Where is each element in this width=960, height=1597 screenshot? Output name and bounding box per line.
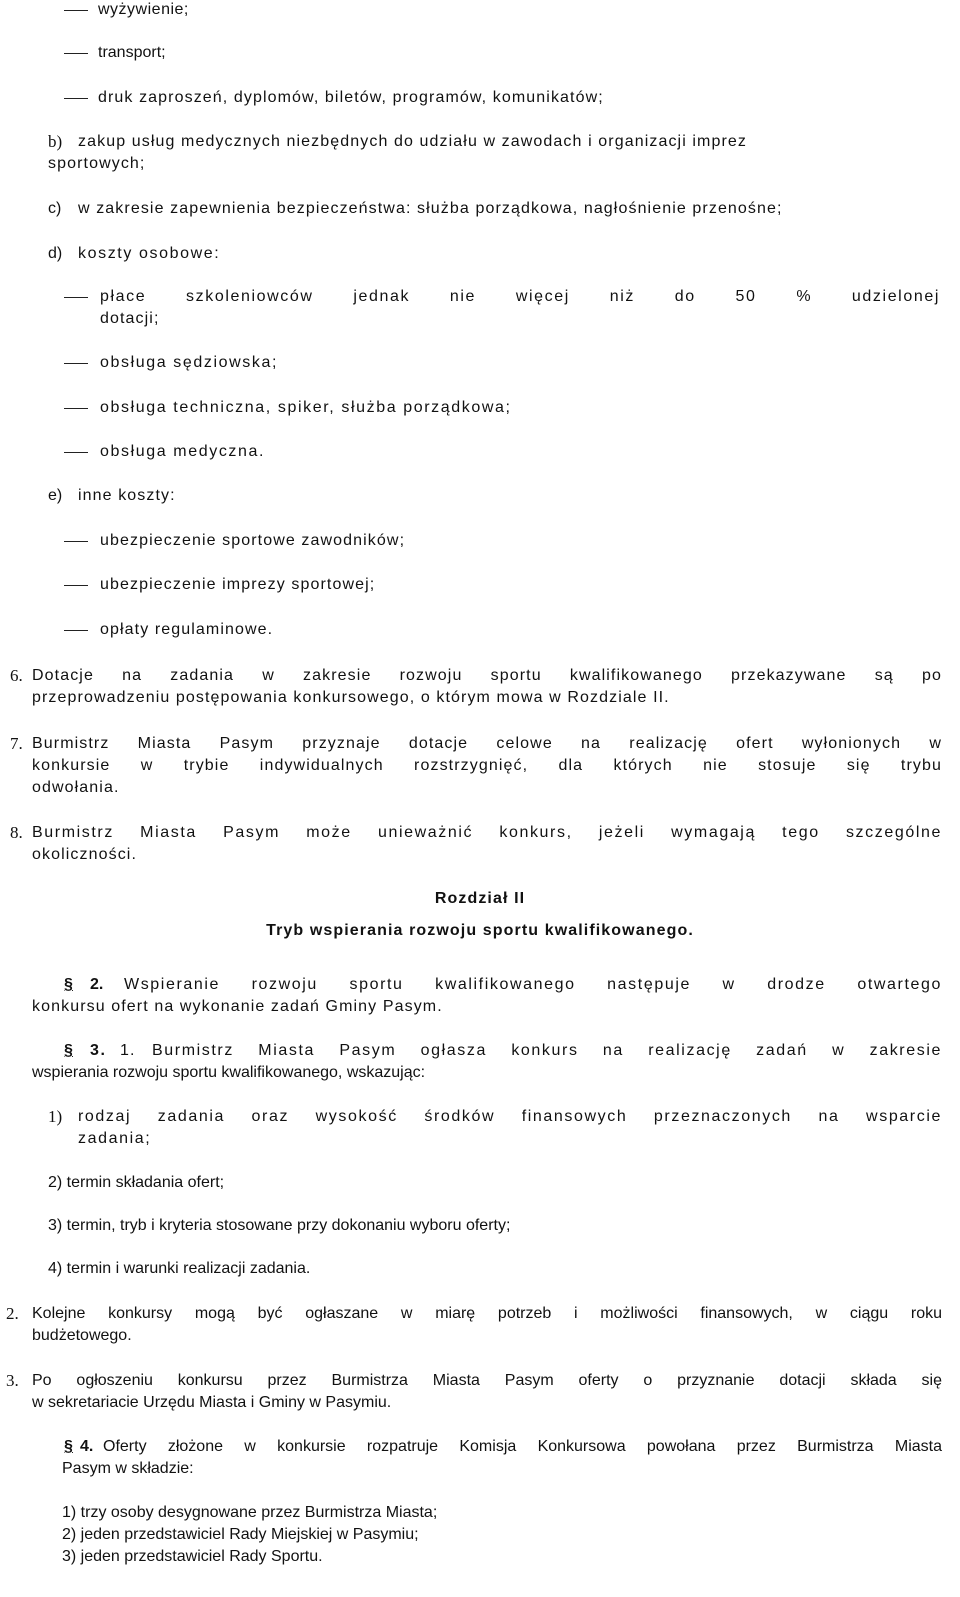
- par3-3-line1: Po ogłoszeniu konkursu przez Burmistrza Miasta Pasym oferty o przyznanie dotacji składa się: [32, 1372, 942, 1389]
- item-b-line2: sportowych;: [48, 155, 146, 172]
- item-8-line1: Burmistrz Miasta Pasym może unieważnić konkurs, jeżeli wymagają tego szczególne: [32, 824, 942, 841]
- par2-line1: Wspieranie rozwoju sportu kwalifikowanego następuje w drodze otwartego: [124, 976, 942, 993]
- par3-3-label: 3.: [6, 1371, 19, 1390]
- par3-3-line2: w sekretariacie Urzędu Miasta i Gminy w Pasymiu.: [32, 1394, 392, 1411]
- par3-item3: 3) termin, tryb i kryteria stosowane przy dokonaniu wyboru oferty;: [48, 1217, 511, 1234]
- list-item: dotacji;: [100, 310, 160, 327]
- par3-item2: 2) termin składania ofert;: [48, 1174, 225, 1191]
- item-c-text: w zakresie zapewnienia bezpieczeństwa: służba porządkowa, nagłośnienie przenośne;: [78, 200, 783, 217]
- par4-item: 3) jeden przedstawiciel Rady Sportu.: [62, 1548, 323, 1565]
- list-item: ubezpieczenie sportowe zawodników;: [100, 532, 406, 549]
- item-b-line1: zakup usług medycznych niezbędnych do udziału w zawodach i organizacji imprez: [78, 133, 748, 150]
- par3-item1-line2: zadania;: [78, 1130, 152, 1147]
- paragraph-sign: §: [64, 976, 73, 993]
- par3-line1: Burmistrz Miasta Pasym ogłasza konkurs na realizację zadań w zakresie: [152, 1042, 942, 1059]
- par4-item: 1) trzy osoby desygnowane przez Burmistrza Miasta;: [62, 1504, 438, 1521]
- par3-2-line1: Kolejne konkursy mogą być ogłaszane w miarę potrzeb i możliwości finansowych, w ciągu roku: [32, 1305, 942, 1322]
- dash-bullet: [64, 408, 88, 409]
- item-6-line1: Dotacje na zadania w zakresie rozwoju sportu kwalifikowanego przekazywane są po: [32, 667, 942, 684]
- chapter-title: Rozdział II: [434, 890, 526, 907]
- dash-bullet: [64, 98, 88, 99]
- dash-bullet: [64, 585, 88, 586]
- paragraph-sign: §: [64, 1438, 73, 1455]
- par3-2-line2: budżetowego.: [32, 1327, 132, 1344]
- item-d-text: koszty osobowe:: [78, 245, 221, 262]
- dash-bullet: [64, 53, 88, 54]
- par2-number: 2.: [90, 976, 104, 993]
- list-item: druk zaproszeń, dyplomów, biletów, programów, komunikatów;: [98, 89, 604, 106]
- list-item: ubezpieczenie imprezy sportowej;: [100, 576, 376, 593]
- par3-item4: 4) termin i warunki realizacji zadania.: [48, 1260, 311, 1277]
- list-item: obsługa medyczna.: [100, 443, 266, 460]
- list-item: wyżywienie;: [98, 1, 189, 18]
- dash-bullet: [64, 363, 88, 364]
- item-c-label: c): [48, 200, 62, 217]
- par3-sub: 1.: [120, 1042, 136, 1059]
- par4-line2: Pasym w składzie:: [62, 1460, 194, 1477]
- dash-bullet: [64, 452, 88, 453]
- list-item: obsługa techniczna, spiker, służba porządkowa;: [100, 399, 512, 416]
- item-e-text: inne koszty:: [78, 487, 176, 504]
- dash-bullet: [64, 541, 88, 542]
- par3-number: 3.: [90, 1042, 107, 1059]
- list-item: opłaty regulaminowe.: [100, 621, 274, 638]
- item-b-label: b): [48, 132, 63, 151]
- par4-line1: Oferty złożone w konkursie rozpatruje Komisja Konkursowa powołana przez Burmistrza Miasta: [103, 1438, 942, 1455]
- item-7-line2: konkursie w trybie indywidualnych rozstrzygnięć, dla których nie stosuje się trybu: [32, 757, 942, 774]
- item-e-label: e): [48, 487, 63, 504]
- par4-number: 4.: [80, 1438, 94, 1455]
- par3-item1-label: 1): [48, 1107, 63, 1126]
- list-item: transport;: [98, 44, 166, 61]
- item-7-label: 7.: [10, 734, 23, 753]
- dash-bullet: [64, 630, 88, 631]
- item-7-line3: odwołania.: [32, 779, 120, 796]
- list-item: płace szkoleniowców jednak nie więcej niż do 50 % udzielonej: [100, 288, 940, 305]
- dash-bullet: [64, 10, 88, 11]
- item-6-line2: przeprowadzeniu postępowania konkursowego, o którym mowa w Rozdziale II.: [32, 689, 670, 706]
- par4-item: 2) jeden przedstawiciel Rady Miejskiej w Pasymiu;: [62, 1526, 419, 1543]
- list-item: obsługa sędziowska;: [100, 354, 279, 371]
- par3-line2: wspierania rozwoju sportu kwalifikowanego, wskazując:: [32, 1064, 426, 1081]
- item-d-label: d): [48, 245, 63, 262]
- item-8-line2: okoliczności.: [32, 846, 138, 863]
- item-7-line1: Burmistrz Miasta Pasym przyznaje dotacje celowe na realizację ofert wyłonionych w: [32, 735, 942, 752]
- chapter-subtitle: Tryb wspierania rozwoju sportu kwalifikowanego.: [266, 922, 694, 939]
- item-8-label: 8.: [10, 823, 23, 842]
- dash-bullet: [64, 297, 88, 298]
- par3-item1-line1: rodzaj zadania oraz wysokość środków finansowych przeznaczonych na wsparcie: [78, 1108, 942, 1125]
- par3-2-label: 2.: [6, 1304, 19, 1323]
- paragraph-sign: §: [64, 1042, 73, 1059]
- item-6-label: 6.: [10, 666, 23, 685]
- par2-line2: konkursu ofert na wykonanie zadań Gminy Pasym.: [32, 998, 443, 1015]
